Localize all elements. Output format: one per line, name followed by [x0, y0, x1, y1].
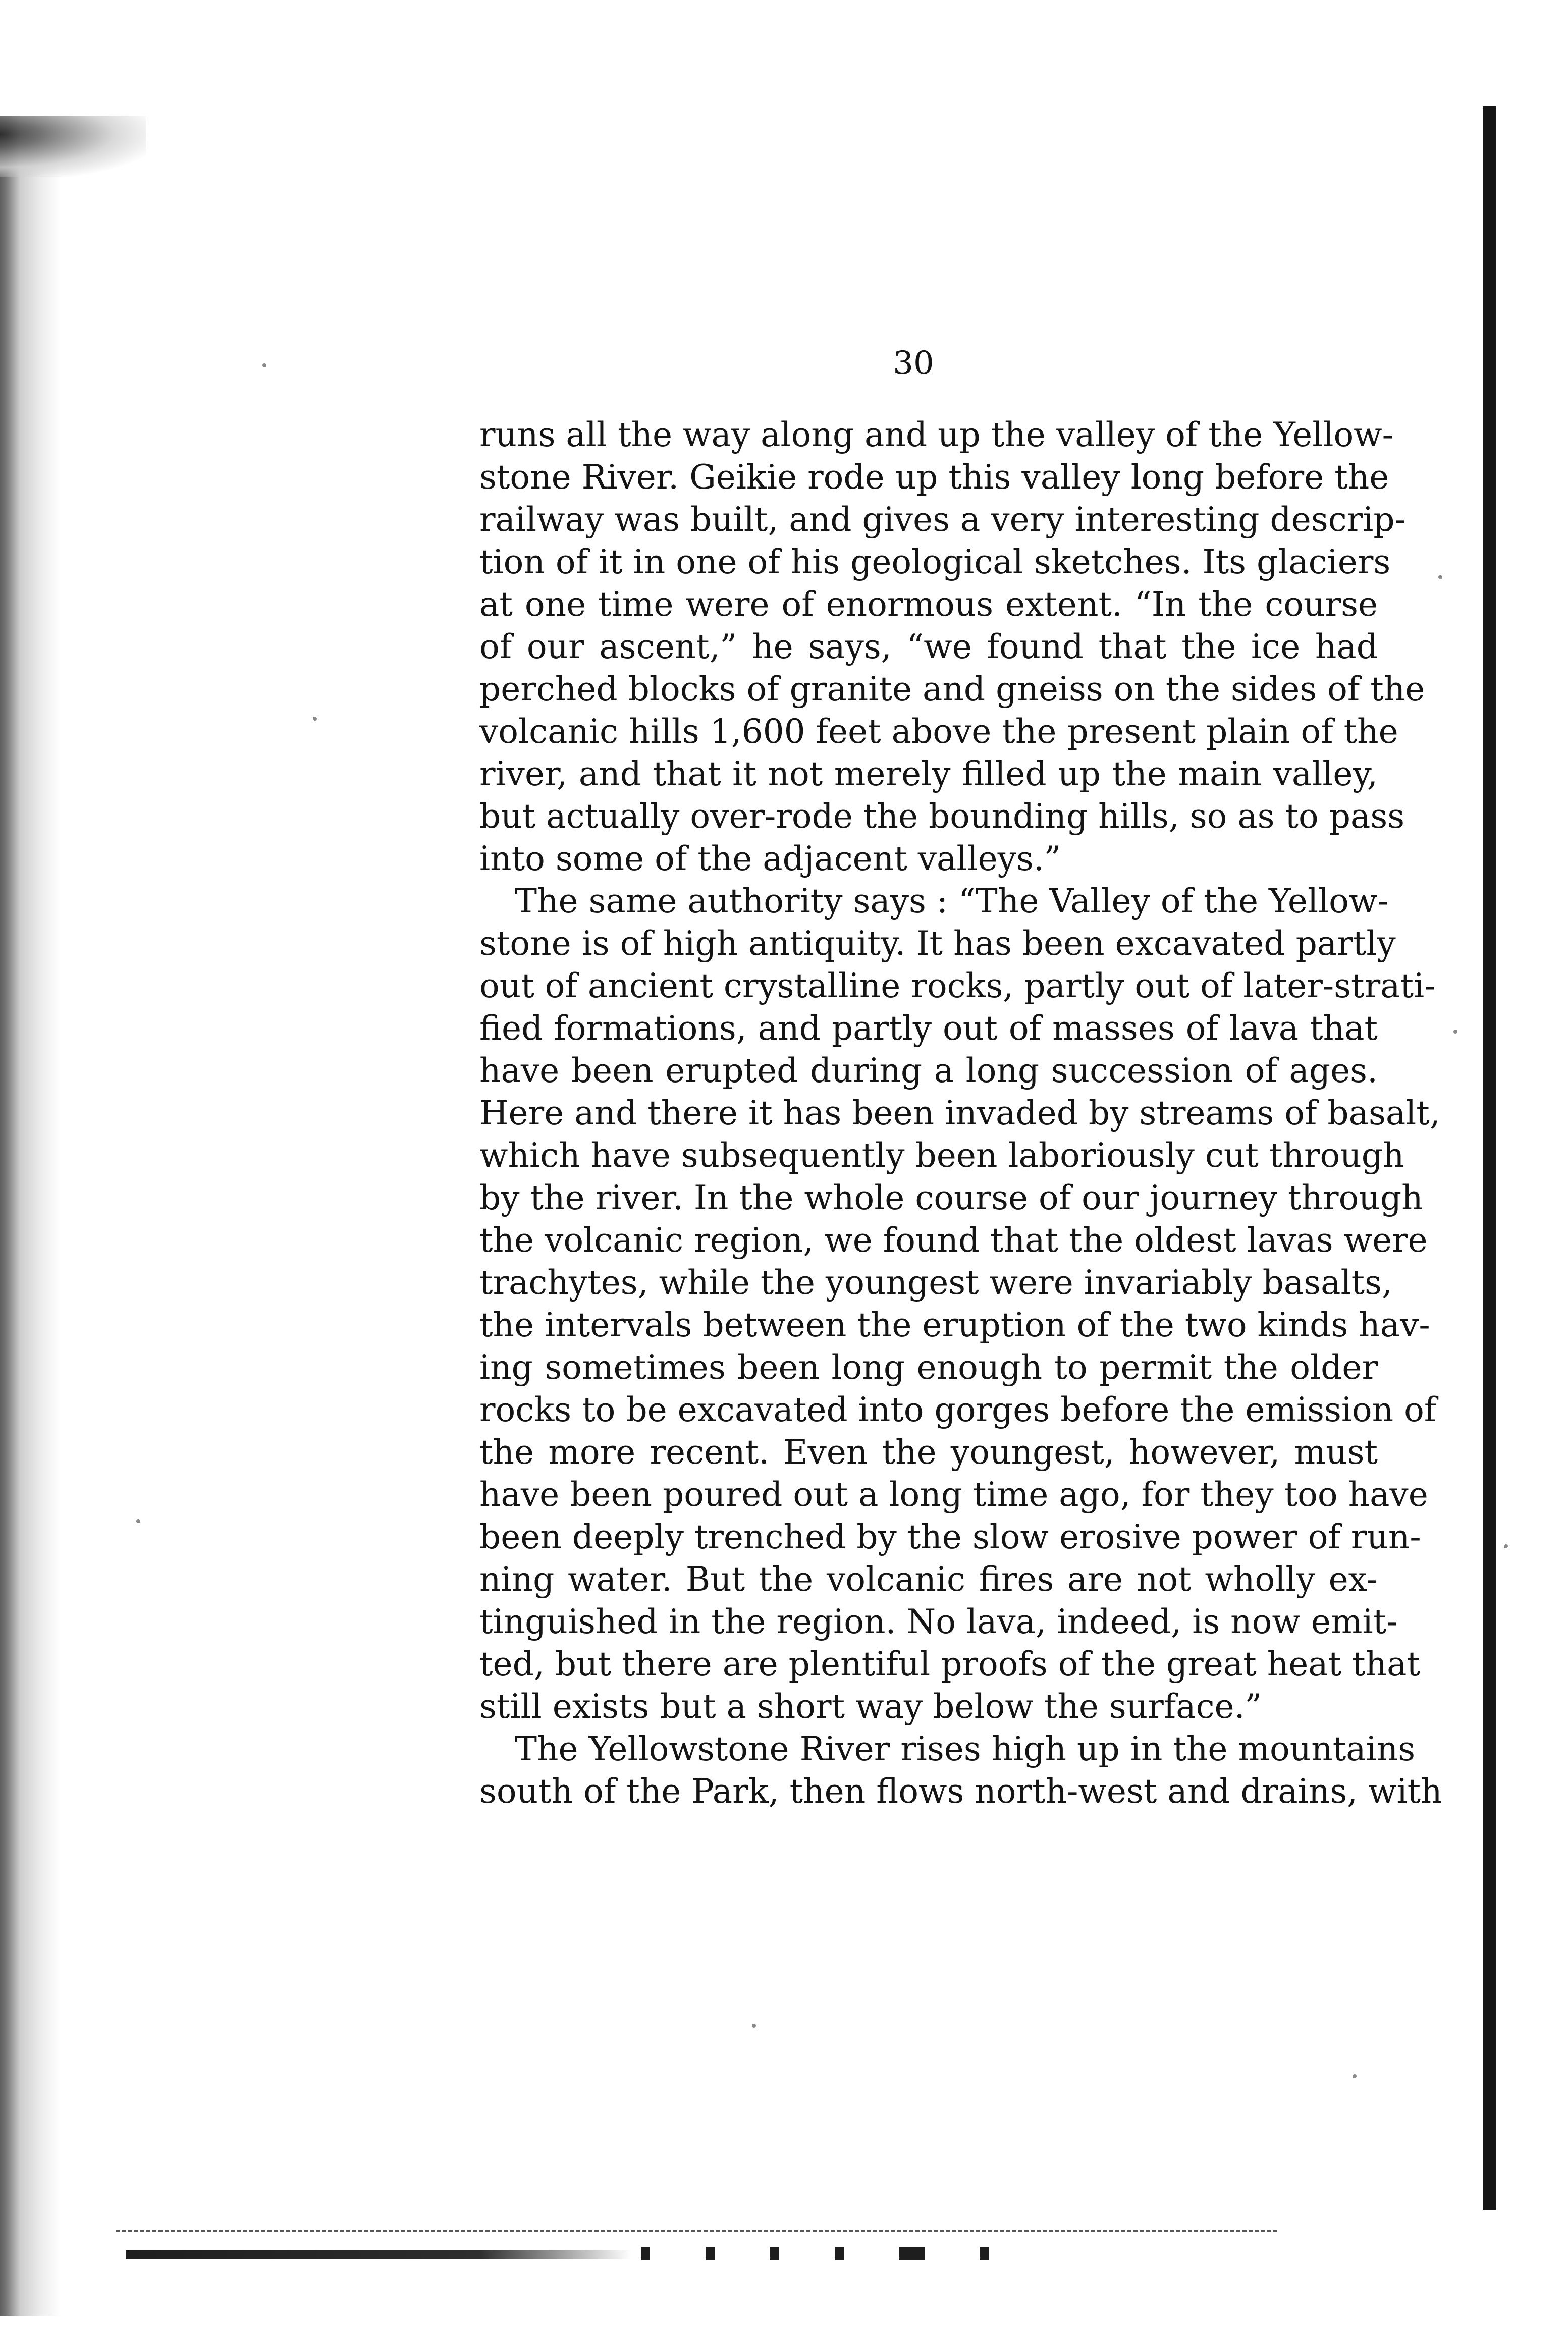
- text-line: which have subsequently been laboriously cut through: [479, 1136, 1404, 1175]
- text-line: by the river. In the whole course of our journey through: [479, 1178, 1423, 1217]
- text-line: perched blocks of granite and gneiss on the sides of the: [479, 670, 1425, 709]
- text-line: fied formations, and partly out of masses of lava that: [479, 1009, 1378, 1048]
- scan-speck: [313, 717, 317, 721]
- text-line: volcanic hills 1,600 feet above the present plain of the: [479, 712, 1398, 751]
- right-margin-bar: [1483, 106, 1496, 2210]
- bottom-scan-bar: [126, 2250, 631, 2259]
- text-line: but actually over-rode the bounding hills, so as to pass: [479, 797, 1405, 836]
- text-line: the intervals between the eruption of the two kinds hav-: [479, 1306, 1430, 1344]
- scan-speck: [752, 2024, 756, 2028]
- text-line: The Yellowstone River rises high up in the mountains: [515, 1729, 1416, 1768]
- scan-speck: [1504, 1544, 1508, 1548]
- text-line: rocks to be excavated into gorges before the emission of: [479, 1390, 1437, 1429]
- text-line: have been erupted during a long succession of ages.: [479, 1051, 1378, 1090]
- text-line: of our ascent,” he says, “we found that the ice had: [479, 627, 1378, 666]
- text-line: tinguished in the region. No lava, indeed, is now emit-: [479, 1602, 1398, 1641]
- scan-speck: [1353, 2074, 1357, 2078]
- scan-speck: [136, 1519, 140, 1523]
- text-line: The same authority says : “The Valley of the Yellow-: [515, 882, 1389, 921]
- text-line: at one time were of enormous extent. “In the course: [479, 585, 1378, 624]
- text-line: runs all the way along and up the valley of the Yellow-: [479, 415, 1393, 454]
- text-line: ning water. But the volcanic fires are not wholly ex-: [479, 1560, 1378, 1599]
- binding-shadow: [0, 116, 61, 2316]
- text-line: out of ancient crystalline rocks, partly out of later-strati-: [479, 966, 1436, 1005]
- text-line: stone is of high antiquity. It has been excavated partly: [479, 924, 1396, 963]
- text-line: ing sometimes been long enough to permit the older: [479, 1348, 1378, 1387]
- scan-speck: [1438, 575, 1442, 579]
- bottom-scan-line: [116, 2230, 1277, 2234]
- text-line: trachytes, while the youngest were invariably basalts,: [479, 1263, 1392, 1302]
- text-line: south of the Park, then flows north-west and drains, with: [479, 1772, 1442, 1811]
- text-line: stone River. Geikie rode up this valley long before the: [479, 458, 1389, 497]
- body-text: [479, 414, 1442, 1813]
- text-line: tion of it in one of his geological sketches. Its glaciers: [479, 543, 1391, 581]
- text-line: ted, but there are plentiful proofs of the great heat that: [479, 1645, 1421, 1684]
- text-line: been deeply trenched by the slow erosive power of run-: [479, 1518, 1421, 1556]
- text-line: the volcanic region, we found that the oldest lavas were: [479, 1221, 1428, 1260]
- scan-speck: [262, 363, 266, 367]
- text-line: railway was built, and gives a very interesting descrip-: [479, 500, 1406, 539]
- text-line: have been poured out a long time ago, for they too have: [479, 1475, 1428, 1514]
- text-line: still exists but a short way below the surface.”: [479, 1687, 1262, 1726]
- bottom-scan-marks: [641, 2247, 989, 2260]
- text-line: Here and there it has been invaded by streams of basalt,: [479, 1094, 1440, 1132]
- page-number: 30: [893, 345, 934, 382]
- binding-corner-shadow: [0, 116, 146, 177]
- text-line: the more recent. Even the youngest, however, must: [479, 1433, 1378, 1472]
- scan-speck: [1453, 1030, 1457, 1034]
- text-line: into some of the adjacent valleys.”: [479, 839, 1061, 878]
- text-line: river, and that it not merely filled up the main valley,: [479, 754, 1378, 793]
